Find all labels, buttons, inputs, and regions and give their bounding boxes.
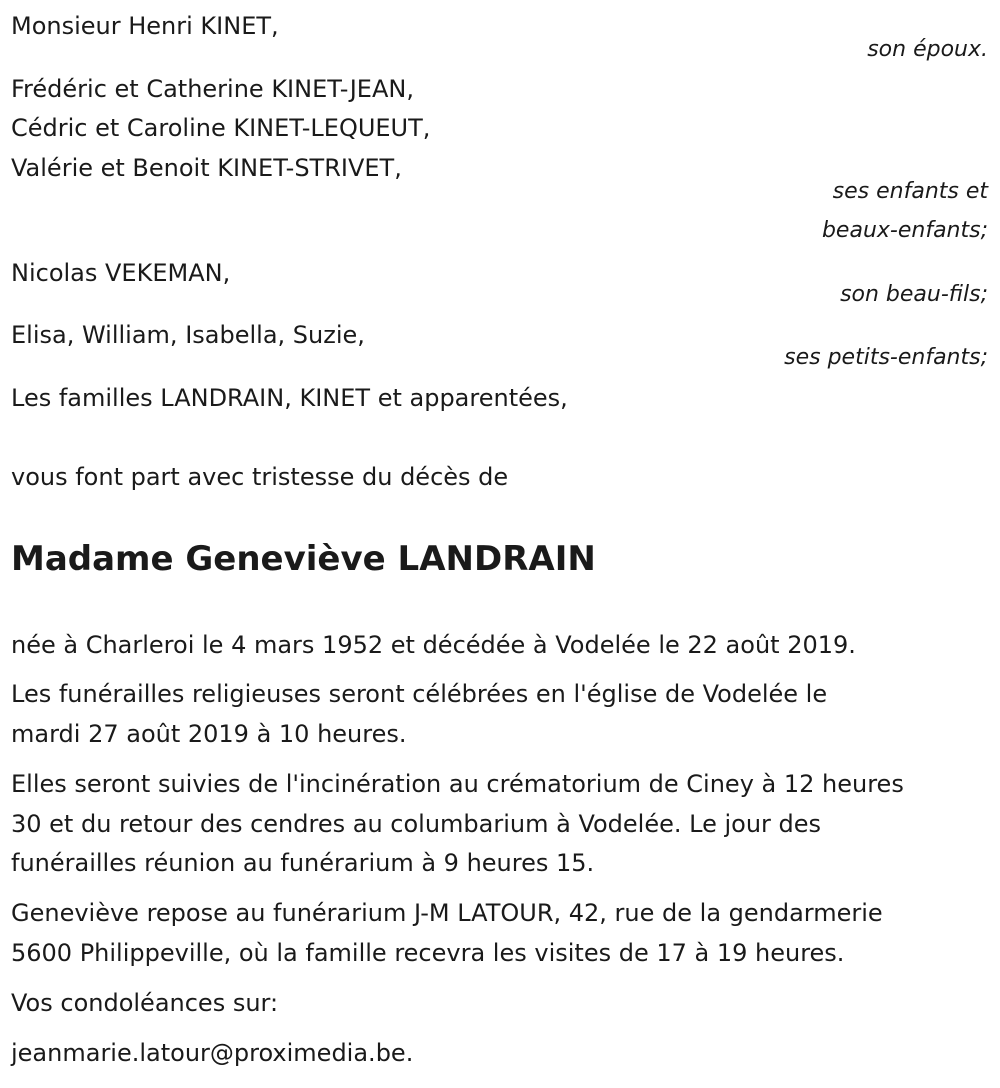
son-in-law-name: Nicolas VEKEMAN, [11,259,231,287]
viewing-line-1: Geneviève repose au funérarium J-M LATOUR, 42, rue de la gendarmerie [11,899,883,927]
extended-families: Les familles LANDRAIN, KINET et apparentées, [11,384,568,412]
children-role-line-2: beaux-enfants; [821,218,988,243]
announcement-text: vous font part avec tristesse du décès de [11,463,509,491]
spouse-name: Monsieur Henri KINET, [11,12,279,40]
son-in-law-role: son beau-fils; [840,282,988,307]
condolences-email[interactable]: jeanmarie.latour@proximedia.be. [11,1039,414,1067]
funeral-line-1: Les funérailles religieuses seront célébrées en l'église de Vodelée le [11,680,828,708]
cremation-line-3: funérailles réunion au funérarium à 9 heures 15. [11,849,595,877]
child-line-2: Cédric et Caroline KINET-LEQUEUT, [11,114,431,142]
child-line-1: Frédéric et Catherine KINET-JEAN, [11,75,414,103]
children-role-line-1: ses enfants et [832,179,988,204]
grandchildren-names: Elisa, William, Isabella, Suzie, [11,321,365,349]
funeral-line-2: mardi 27 août 2019 à 10 heures. [11,720,407,748]
grandchildren-role: ses petits-enfants; [784,345,988,370]
child-line-3: Valérie et Benoit KINET-STRIVET, [11,154,402,182]
cremation-line-1: Elles seront suivies de l'incinération au crématorium de Ciney à 12 heures [11,770,904,798]
birth-death-line: née à Charleroi le 4 mars 1952 et décédée à Vodelée le 22 août 2019. [11,631,856,659]
spouse-role: son époux. [867,37,988,62]
deceased-name: Madame Geneviève LANDRAIN [11,539,596,579]
viewing-line-2: 5600 Philippeville, où la famille recevra les visites de 17 à 19 heures. [11,939,845,967]
condolences-label: Vos condoléances sur: [11,989,279,1017]
cremation-line-2: 30 et du retour des cendres au columbarium à Vodelée. Le jour des [11,810,822,838]
